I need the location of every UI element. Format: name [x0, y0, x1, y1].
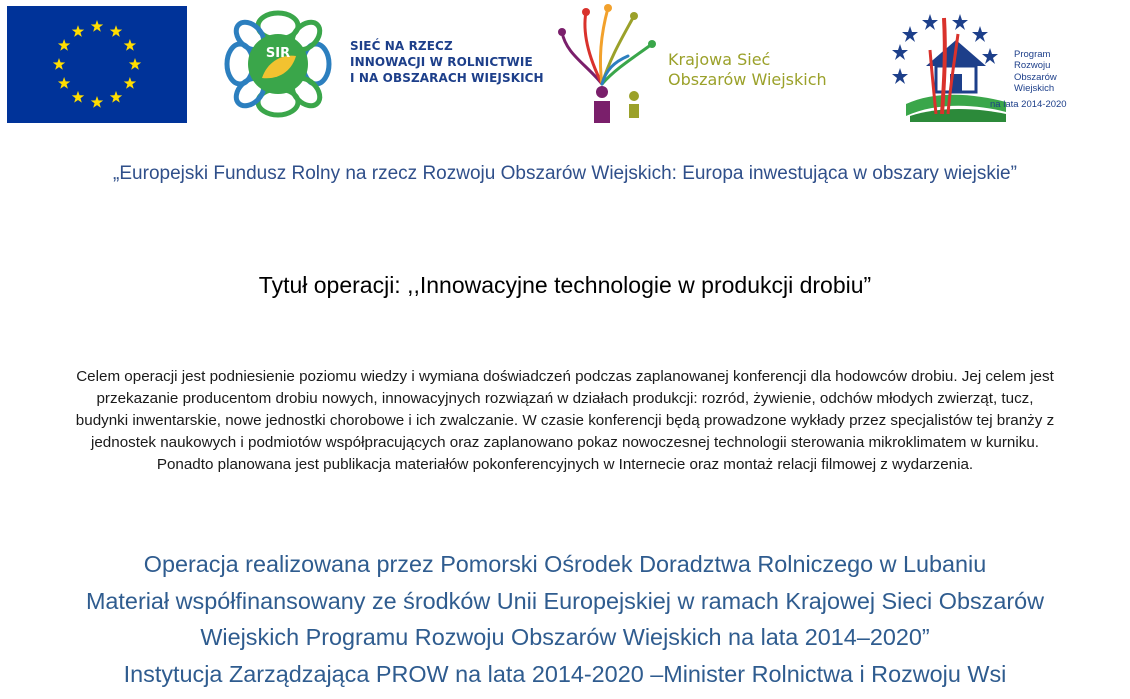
description-line: Celem operacji jest podniesienie poziomu wiedzy i wymiana doświadczeń podczas zaplanowanej konferencji dla hodowców drobiu. Jej celem jest	[76, 368, 1054, 385]
description-line: Ponadto planowana jest publikacja materiałów pokonferencyjnych w Internecie oraz montaż relacji filmowej z wydarzenia.	[156, 456, 974, 473]
logo-bar	[0, 0, 1130, 130]
funding-footer	[0, 546, 1130, 692]
sir-text-line: INNOWACJI W ROLNICTWIE	[350, 55, 533, 69]
sir-badge-text: SIR	[265, 46, 291, 61]
prow-text-line: Program	[1014, 49, 1051, 60]
description-line: jednostek naukowych i podmiotów współpracujących oraz zaplanowano pokaz nowoczesnej technologii sterowania mikroklimatem w kurniku.	[90, 434, 1039, 451]
sir-network-logo	[218, 4, 558, 124]
description-line: budynki inwentarskie, nowe jednostki chorobowe i ich zwalczanie. W czasie konferencji będą prowadzone wykłady przez specjalistów tej branży z	[75, 412, 1055, 429]
ksow-text-line: Obszarów Wiejskich	[668, 70, 827, 89]
fund-slogan: „Europejski Fundusz Rolny na rzecz Rozwoju Obszarów Wiejskich: Europa inwestująca w obszary wiejskie”	[113, 163, 1017, 184]
eu-stars-icon	[7, 6, 187, 123]
operation-title: Tytuł operacji: ,,Innowacyjne technologie w produkcji drobiu”	[258, 272, 872, 298]
footer-line: Wiejskich Programu Rozwoju Obszarów Wiejskich na lata 2014–2020”	[200, 624, 930, 650]
sir-text-line: I NA OBSZARACH WIEJSKICH	[350, 71, 544, 85]
footer-line: Materiał współfinansowany ze środków Unii Europejskiej w ramach Krajowej Sieci Obszarów	[85, 587, 1045, 614]
ksow-emblem-icon	[556, 4, 668, 126]
prow-years-text: na lata 2014-2020	[990, 99, 1067, 110]
prow-text-line: Rozwoju	[1014, 60, 1051, 72]
prow-logo	[886, 4, 1086, 126]
ksow-logo-text	[668, 50, 827, 90]
footer-line: Operacja realizowana przez Pomorski Ośrodek Doradztwa Rolniczego w Lubaniu	[143, 551, 987, 577]
sir-logo-text	[350, 38, 544, 86]
operation-description	[2, 366, 1128, 476]
eu-flag-logo	[7, 6, 187, 123]
prow-logo-text	[1014, 49, 1057, 95]
sir-text-line: SIEĆ NA RZECZ	[350, 39, 453, 53]
ksow-text-line: Krajowa Sieć	[668, 50, 771, 69]
sir-emblem-icon	[218, 4, 338, 124]
prow-text-line: Wiejskich	[1014, 83, 1055, 95]
footer-line: Instytucja Zarządzająca PROW na lata 2014-2020 –Minister Rolnictwa i Rozwoju Wsi	[123, 660, 1007, 687]
description-line: przekazanie producentom drobiu nowych, innowacyjnych rozwiązań w działach produkcji: rozród, żywienie, odchów młodych zwierząt, tucz,	[96, 390, 1034, 407]
prow-text-line: Obszarów	[1014, 71, 1057, 83]
ksow-logo	[556, 4, 876, 126]
